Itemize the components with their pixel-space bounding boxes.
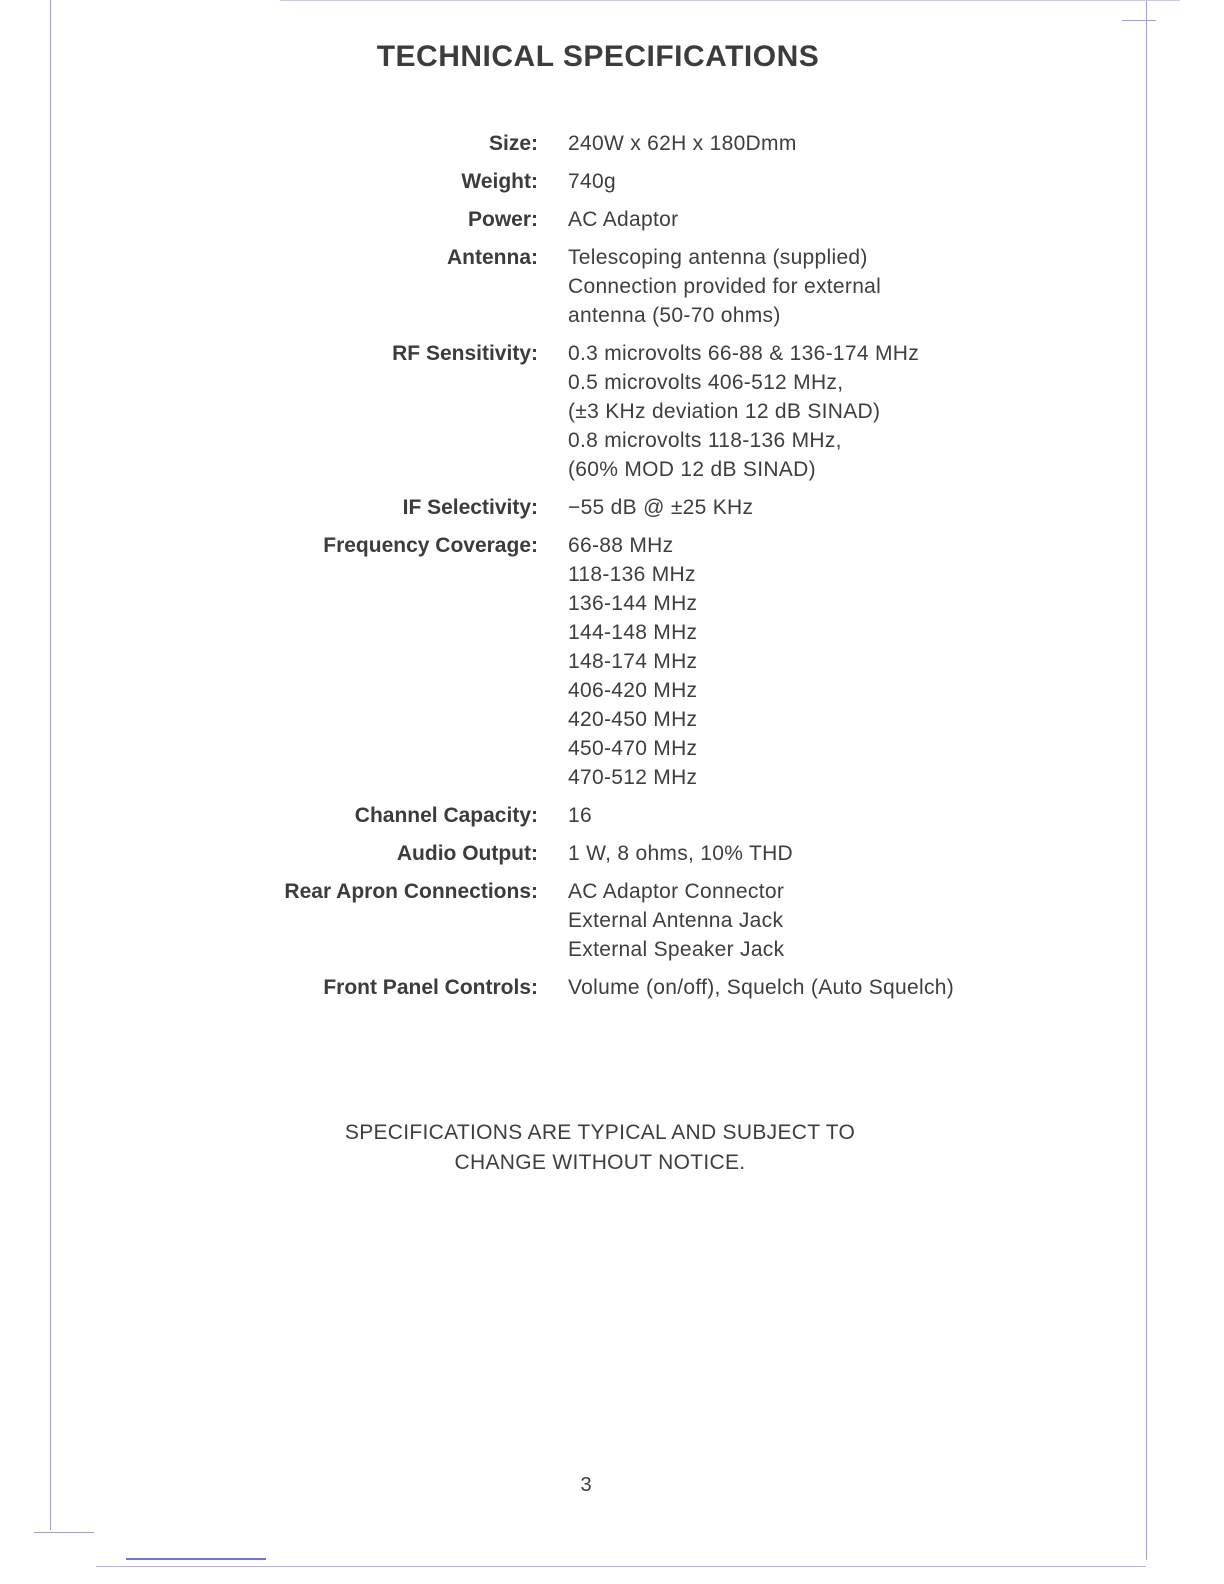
spec-label: Frequency Coverage:: [323, 534, 538, 557]
spec-value: Connection provided for external: [568, 275, 882, 298]
spec-label: IF Selectivity:: [402, 496, 538, 519]
page-title: TECHNICAL SPECIFICATIONS: [376, 40, 820, 73]
spec-values: [568, 877, 784, 964]
spec-value: 740g: [568, 170, 616, 193]
spec-value: 136-144 MHz: [568, 592, 698, 615]
spec-value: 1 W, 8 ohms, 10% THD: [568, 842, 794, 865]
spec-value: Volume (on/off), Squelch (Auto Squelch): [568, 976, 955, 999]
spec-value: 148-174 MHz: [568, 650, 698, 673]
spec-values: [568, 339, 919, 484]
spec-values: [568, 493, 753, 522]
spec-row: [0, 205, 1224, 234]
notice-line-1: SPECIFICATIONS ARE TYPICAL AND SUBJECT TO: [344, 1121, 856, 1144]
spec-row: [0, 801, 1224, 830]
spec-row: [0, 531, 1224, 792]
spec-label: Rear Apron Connections:: [284, 880, 538, 903]
spec-label: Audio Output:: [396, 842, 538, 865]
spec-value: 240W x 62H x 180Dmm: [568, 132, 797, 155]
spec-row: [0, 493, 1224, 522]
spec-value: antenna (50-70 ohms): [568, 304, 781, 327]
spec-value: 144-148 MHz: [568, 621, 698, 644]
spec-values: [568, 167, 616, 196]
spec-label: Antenna:: [447, 246, 538, 269]
notice-line-2: CHANGE WITHOUT NOTICE.: [454, 1151, 746, 1174]
spec-label: Power:: [467, 208, 538, 231]
spec-row: [0, 339, 1224, 484]
spec-label: Channel Capacity:: [354, 804, 538, 827]
scan-mark-bottom: [126, 1558, 266, 1560]
spec-value: (±3 KHz deviation 12 dB SINAD): [568, 400, 881, 423]
spec-label: Weight:: [461, 170, 538, 193]
spec-value: 0.8 microvolts 118-136 MHz,: [568, 429, 842, 452]
scan-border-top: [280, 0, 1180, 1]
spec-label: Size:: [488, 132, 538, 155]
spec-values: [568, 531, 697, 792]
spec-row: [0, 839, 1224, 868]
scan-border-right-top: [1122, 20, 1156, 21]
spec-values: [568, 973, 954, 1002]
spec-value: 420-450 MHz: [568, 708, 698, 731]
spec-values: [568, 839, 793, 868]
spec-value: 66-88 MHz: [568, 534, 674, 557]
spec-value: 406-420 MHz: [568, 679, 698, 702]
spec-values: [568, 243, 881, 330]
scan-border-left-bottom: [34, 1532, 94, 1533]
spec-value: 0.5 microvolts 406-512 MHz,: [568, 371, 844, 394]
spec-list: [0, 129, 1224, 1011]
spec-value: External Speaker Jack: [568, 938, 785, 961]
spec-value: 470-512 MHz: [568, 766, 698, 789]
notice: [0, 1118, 1200, 1178]
spec-label: Front Panel Controls:: [323, 976, 538, 999]
spec-values: [568, 129, 797, 158]
spec-value: Telescoping antenna (supplied): [568, 246, 868, 269]
spec-value: 0.3 microvolts 66-88 & 136-174 MHz: [568, 342, 920, 365]
spec-value: AC Adaptor Connector: [568, 880, 785, 903]
spec-value: (60% MOD 12 dB SINAD): [568, 458, 816, 481]
page-number: 3: [580, 1474, 592, 1496]
spec-value: External Antenna Jack: [568, 909, 784, 932]
spec-label: RF Sensitivity:: [392, 342, 538, 365]
spec-row: [0, 243, 1224, 330]
spec-row: [0, 877, 1224, 964]
spec-value: −55 dB @ ±25 KHz: [568, 496, 754, 519]
spec-value: 450-470 MHz: [568, 737, 698, 760]
scan-border-bottom: [96, 1566, 1146, 1567]
spec-row: [0, 167, 1224, 196]
spec-row: [0, 129, 1224, 158]
spec-values: [568, 801, 592, 830]
spec-value: 16: [568, 804, 592, 827]
spec-value: AC Adaptor: [568, 208, 679, 231]
spec-values: [568, 205, 678, 234]
spec-value: 118-136 MHz: [568, 563, 696, 586]
spec-row: [0, 973, 1224, 1002]
